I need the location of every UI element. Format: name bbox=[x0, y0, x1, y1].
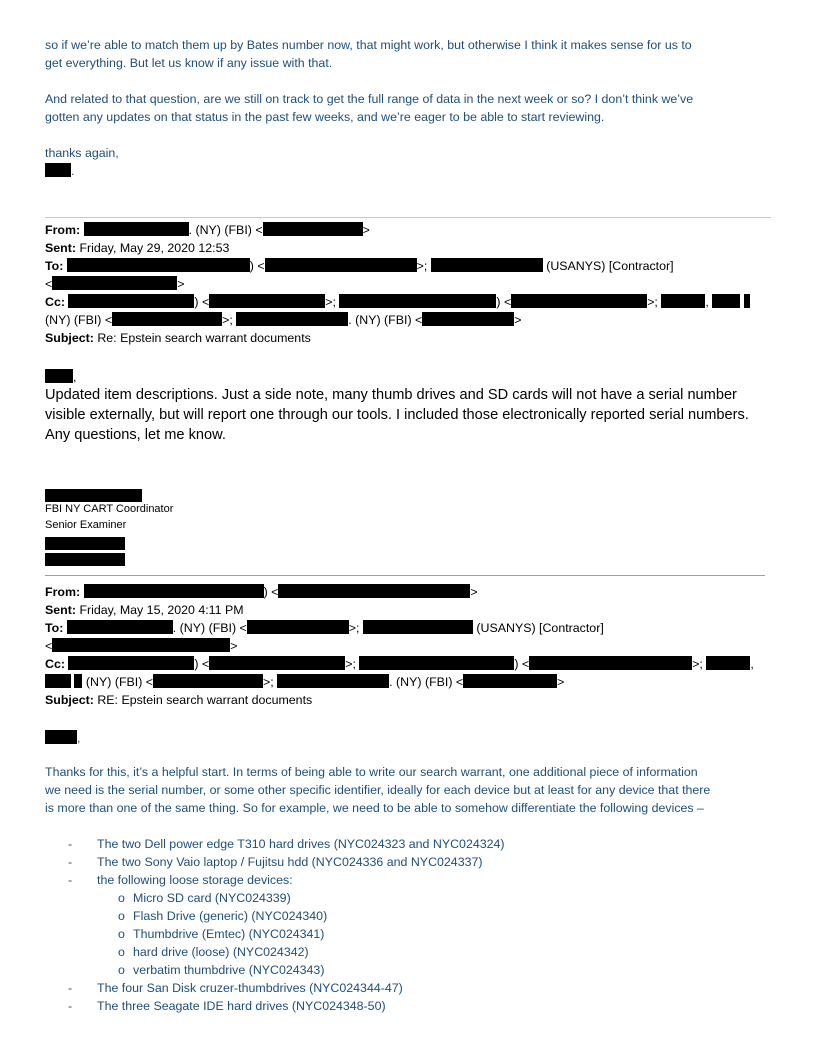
body-line: gotten any updates on that status in the past few weeks, and we’re eager to be able to start reviewing. bbox=[45, 110, 605, 124]
cc-text: , bbox=[750, 657, 754, 671]
greeting-comma: , bbox=[73, 370, 77, 384]
redaction bbox=[706, 656, 750, 670]
cc-text: >; bbox=[263, 675, 274, 689]
cc-text: >; bbox=[647, 295, 658, 309]
cc-text: ) < bbox=[496, 295, 512, 309]
sublist-item: Flash Drive (generic) (NYC024340) bbox=[133, 909, 328, 923]
body-line: is more than one of the same thing. So for example, we need to be able to somehow differentiate the following devices – bbox=[45, 801, 704, 815]
greeting bbox=[45, 729, 80, 747]
to-label: To: bbox=[45, 621, 64, 635]
from-text: > bbox=[470, 585, 478, 599]
cc-line-cont bbox=[45, 673, 564, 691]
to-text: > bbox=[177, 277, 185, 291]
from-line bbox=[45, 583, 478, 601]
cc-label: Cc: bbox=[45, 295, 65, 309]
body-line: we need is the serial number, or some other specific identifier, ideally for each device but at least for any device that there bbox=[45, 783, 711, 797]
redaction bbox=[68, 656, 194, 670]
redaction bbox=[45, 369, 73, 383]
sent-line bbox=[45, 601, 244, 619]
list-dash: - bbox=[68, 981, 73, 995]
body-line: visible externally, but will report one through our tools. I included those electronically reported serial numbers. bbox=[45, 407, 749, 423]
cc-text: >; bbox=[325, 295, 336, 309]
greeting-comma: , bbox=[77, 731, 81, 745]
to-text: . (NY) (FBI) < bbox=[172, 621, 247, 635]
sublist-bullet: o bbox=[118, 963, 125, 977]
to-text: > bbox=[230, 639, 238, 653]
from-line bbox=[45, 221, 370, 239]
divider bbox=[45, 217, 771, 218]
to-text: >; bbox=[348, 621, 360, 635]
to-line bbox=[45, 619, 604, 637]
cc-line bbox=[45, 293, 750, 311]
redaction bbox=[339, 294, 496, 308]
list-item: The two Sony Vaio laptop / Fujitsu hdd (NYC024336 and NYC024337) bbox=[97, 855, 483, 869]
to-text: (USANYS) [Contractor] bbox=[546, 259, 674, 273]
to-text: >; bbox=[416, 259, 428, 273]
cc-text: >; bbox=[345, 657, 356, 671]
sent-line bbox=[45, 239, 229, 257]
redaction bbox=[68, 294, 194, 308]
redaction bbox=[278, 584, 470, 598]
sublist-item: verbatim thumbdrive (NYC024343) bbox=[133, 963, 325, 977]
cc-text: > bbox=[514, 313, 522, 327]
list-item: The four San Disk cruzer-thumbdrives (NYC024344-47) bbox=[97, 981, 403, 995]
redaction bbox=[45, 553, 125, 566]
cc-text: ) < bbox=[194, 295, 210, 309]
sublist-item: Micro SD card (NYC024339) bbox=[133, 891, 291, 905]
sublist-bullet: o bbox=[118, 891, 125, 905]
sent-label: Sent: bbox=[45, 603, 76, 617]
cc-text: >; bbox=[222, 313, 233, 327]
body-line: get everything. But let us know if any issue with that. bbox=[45, 56, 333, 70]
redaction bbox=[263, 222, 363, 236]
from-text: ) < bbox=[263, 585, 279, 599]
redaction bbox=[67, 620, 173, 634]
list-dash: - bbox=[68, 999, 73, 1013]
redaction bbox=[744, 294, 750, 308]
list-item: The three Seagate IDE hard drives (NYC024348-50) bbox=[97, 999, 386, 1013]
redaction bbox=[511, 294, 647, 308]
redaction bbox=[277, 674, 389, 688]
signature-line bbox=[45, 162, 74, 180]
signature-email bbox=[45, 551, 125, 569]
period: . bbox=[71, 164, 75, 178]
to-text: ) < bbox=[249, 259, 265, 273]
cc-text: (NY) (FBI) < bbox=[45, 313, 113, 327]
cc-text: (NY) (FBI) < bbox=[85, 675, 154, 689]
list-dash: - bbox=[68, 873, 73, 887]
cc-text: . (NY) (FBI) < bbox=[348, 313, 423, 327]
subject-line bbox=[45, 329, 311, 347]
to-label: To: bbox=[45, 259, 64, 273]
subject-label: Subject: bbox=[45, 693, 94, 707]
sent-label: Sent: bbox=[45, 241, 76, 255]
cc-text: >; bbox=[692, 657, 703, 671]
sublist-bullet: o bbox=[118, 927, 125, 941]
list-item: the following loose storage devices: bbox=[97, 873, 293, 887]
signature-role: Senior Examiner bbox=[45, 519, 127, 531]
list-item: The two Dell power edge T310 hard drives (NYC024323 and NYC024324) bbox=[97, 837, 505, 851]
redaction bbox=[661, 294, 705, 308]
list-dash: - bbox=[68, 837, 73, 851]
sublist-bullet: o bbox=[118, 909, 125, 923]
redaction bbox=[52, 638, 230, 652]
subject-value: Re: Epstein search warrant documents bbox=[97, 331, 311, 345]
signoff: thanks again, bbox=[45, 146, 119, 160]
subject-value: RE: Epstein search warrant documents bbox=[97, 693, 313, 707]
redaction bbox=[74, 674, 82, 688]
from-label: From: bbox=[45, 223, 81, 237]
redaction bbox=[422, 312, 514, 326]
redaction bbox=[45, 163, 71, 177]
redaction bbox=[529, 656, 692, 670]
signature-title: FBI NY CART Coordinator bbox=[45, 503, 174, 515]
redaction bbox=[463, 674, 557, 688]
body-line: Updated item descriptions. Just a side note, many thumb drives and SD cards will not have a serial number bbox=[45, 387, 737, 403]
cc-label: Cc: bbox=[45, 657, 65, 671]
redaction bbox=[45, 674, 71, 688]
redaction bbox=[84, 584, 264, 598]
sublist-bullet: o bbox=[118, 945, 125, 959]
redaction bbox=[52, 276, 177, 290]
to-text: (USANYS) [Contractor] bbox=[476, 621, 604, 635]
from-label: From: bbox=[45, 585, 81, 599]
body-line: And related to that question, are we still on track to get the full range of data in the next week or so? I don’t think we’ve bbox=[45, 92, 694, 106]
subject-line bbox=[45, 691, 312, 709]
redaction bbox=[265, 258, 417, 272]
cc-text: , bbox=[705, 295, 709, 309]
cc-text: ) < bbox=[194, 657, 210, 671]
body-line: so if we’re able to match them up by Bates number now, that might work, but otherwise I think it makes sense for us to bbox=[45, 38, 692, 52]
from-text: . (NY) (FBI) < bbox=[188, 223, 263, 237]
to-line-cont bbox=[45, 275, 185, 293]
redaction bbox=[67, 258, 250, 272]
sublist-item: hard drive (loose) (NYC024342) bbox=[133, 945, 309, 959]
cc-text: ) < bbox=[514, 657, 530, 671]
redaction bbox=[363, 620, 473, 634]
body-line: Any questions, let me know. bbox=[45, 427, 226, 443]
redaction bbox=[45, 537, 125, 550]
cc-line bbox=[45, 655, 754, 673]
redaction bbox=[247, 620, 349, 634]
sent-value: Friday, May 29, 2020 12:53 bbox=[79, 241, 230, 255]
redaction bbox=[209, 656, 345, 670]
cc-line-cont bbox=[45, 311, 522, 329]
subject-label: Subject: bbox=[45, 331, 94, 345]
sent-value: Friday, May 15, 2020 4:11 PM bbox=[79, 603, 244, 617]
cc-text: > bbox=[557, 675, 565, 689]
divider bbox=[45, 575, 765, 576]
to-line bbox=[45, 257, 674, 275]
redaction bbox=[209, 294, 325, 308]
redaction bbox=[45, 730, 77, 744]
to-line-cont bbox=[45, 637, 238, 655]
list-dash: - bbox=[68, 855, 73, 869]
to-text: < bbox=[45, 639, 53, 653]
cc-text: . (NY) (FBI) < bbox=[389, 675, 464, 689]
redaction bbox=[112, 312, 222, 326]
from-text: > bbox=[362, 223, 370, 237]
redaction bbox=[431, 258, 543, 272]
redaction bbox=[84, 222, 189, 236]
redaction bbox=[712, 294, 740, 308]
sublist-item: Thumbdrive (Emtec) (NYC024341) bbox=[133, 927, 325, 941]
redaction bbox=[236, 312, 348, 326]
redaction bbox=[153, 674, 263, 688]
greeting bbox=[45, 368, 76, 386]
to-text: < bbox=[45, 277, 53, 291]
redaction bbox=[359, 656, 514, 670]
body-line: Thanks for this, it’s a helpful start. In terms of being able to write our search warrant, one additional piece of information bbox=[45, 765, 698, 779]
